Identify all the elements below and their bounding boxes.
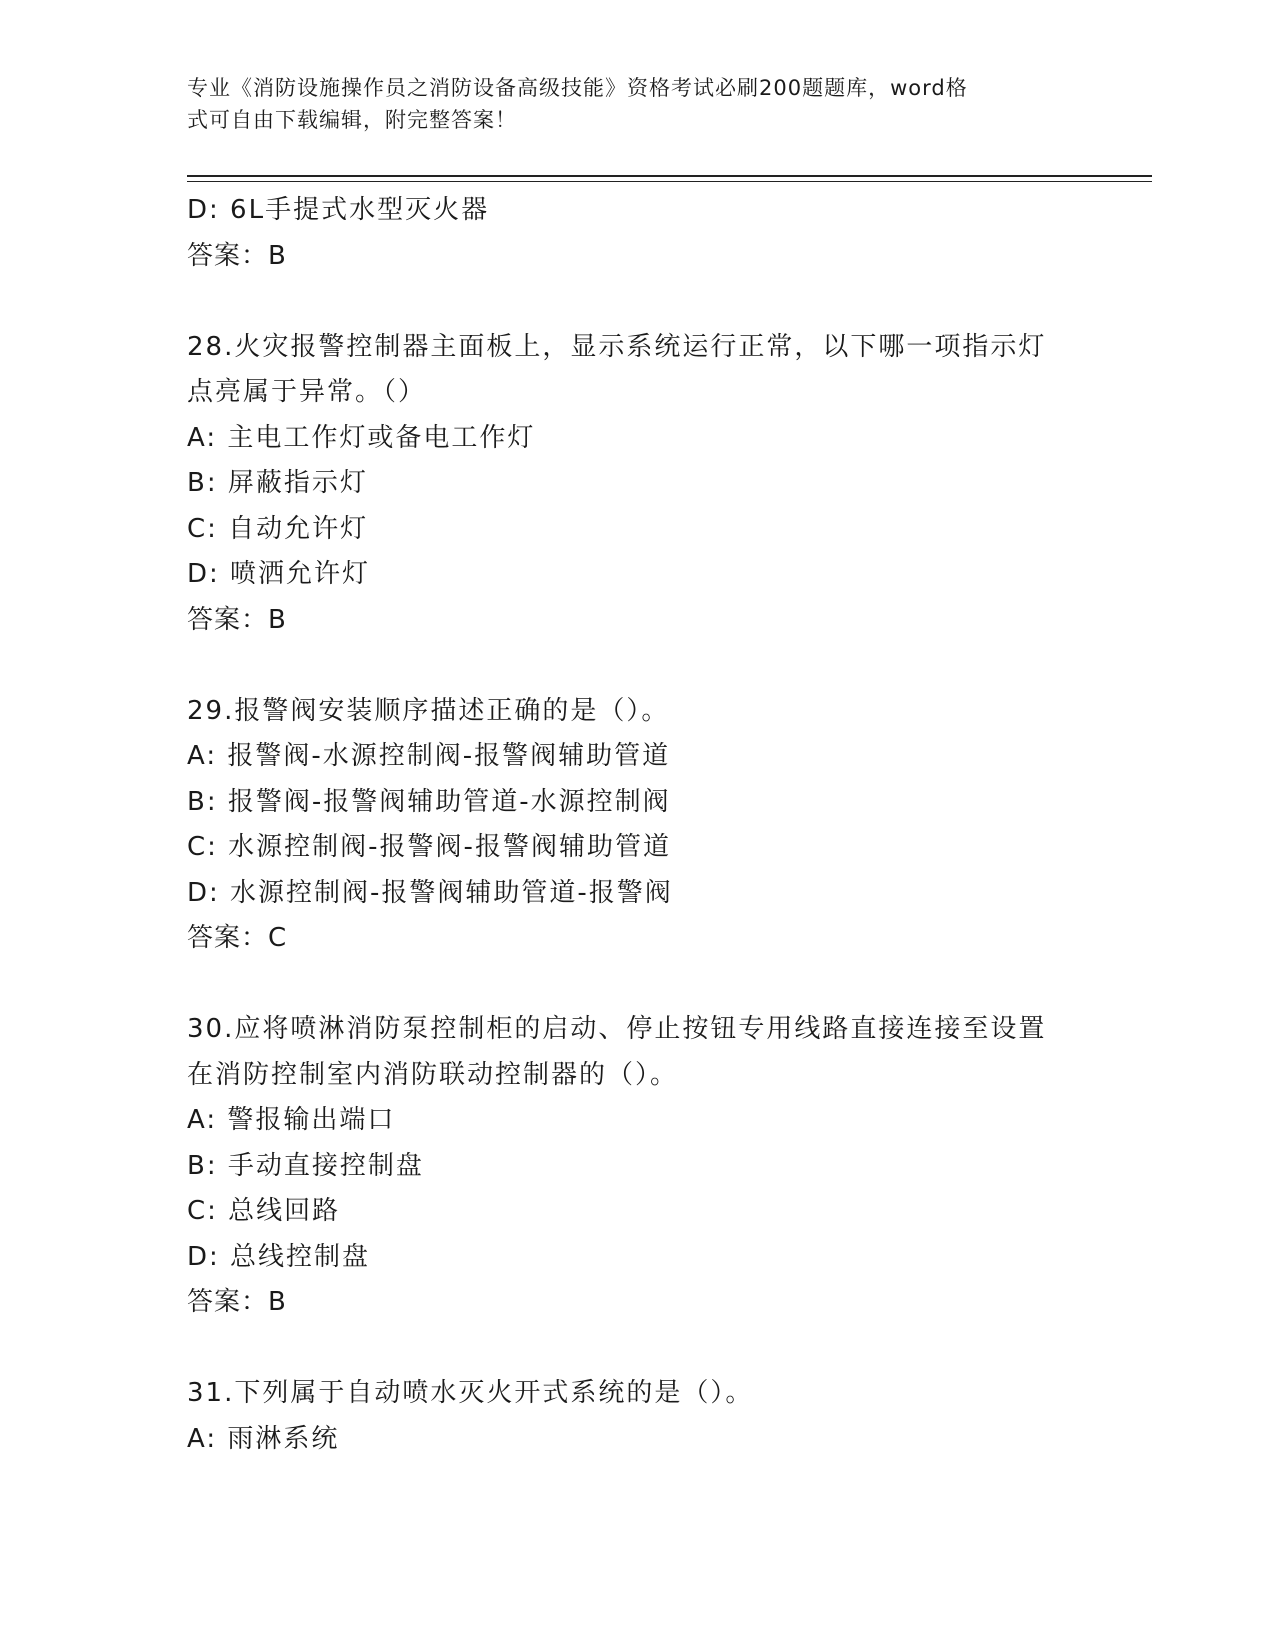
option-c: C: 自动允许灯	[187, 513, 369, 544]
option-c: C: 总线回路	[187, 1196, 341, 1226]
header-line-2: 式可自由下载编辑，附完整答案！	[187, 108, 517, 132]
spacer	[187, 1326, 1087, 1372]
header-divider-thick	[187, 175, 1152, 177]
question-31-stem: 31.下列属于自动喷水灭火开式系统的是（）。	[187, 1378, 754, 1408]
option-a: A: 警报输出端口	[187, 1105, 396, 1135]
header-divider-thin	[187, 181, 1152, 182]
option-b: B: 报警阀-报警阀辅助管道-水源控制阀	[187, 786, 671, 817]
question-29-stem: 29.报警阀安装顺序描述正确的是（）。	[187, 695, 670, 726]
answer-line: 答案：B	[187, 1287, 287, 1317]
question-28-stem-line-2: 点亮属于异常。（）	[187, 377, 427, 407]
answer-line: 答案：C	[187, 923, 288, 953]
option-d: D: 水源控制阀-报警阀辅助管道-报警阀	[187, 877, 673, 908]
spacer	[187, 962, 1087, 1008]
question-30-stem-line-2: 在消防控制室内消防联动控制器的（）。	[187, 1059, 679, 1090]
answer-line: 答案：B	[187, 240, 287, 271]
option-d: D: 喷洒允许灯	[187, 559, 371, 589]
spacer	[187, 279, 1087, 325]
answer-line: 答案：B	[187, 604, 287, 635]
option-a: A: 报警阀-水源控制阀-报警阀辅助管道	[187, 741, 671, 771]
spacer	[187, 643, 1087, 689]
question-28-stem-line-1: 28.火灾报警控制器主面板上，显示系统运行正常，以下哪一项指示灯	[187, 331, 1047, 362]
option-b: B: 屏蔽指示灯	[187, 468, 368, 498]
question-30-stem-line-1: 30.应将喷淋消防泵控制柜的启动、停止按钮专用线路直接连接至设置	[187, 1014, 1047, 1044]
option-a: A: 雨淋系统	[187, 1423, 340, 1454]
option-d: D: 6L手提式水型灭火器	[187, 195, 490, 225]
option-c: C: 水源控制阀-报警阀-报警阀辅助管道	[187, 832, 671, 862]
document-header	[187, 72, 1067, 136]
option-b: B: 手动直接控制盘	[187, 1150, 424, 1181]
option-d: D: 总线控制盘	[187, 1241, 371, 1272]
question-content	[187, 188, 1087, 1462]
header-line-1: 专业《消防设施操作员之消防设备高级技能》资格考试必刷200题题库，word格	[187, 76, 968, 100]
option-a: A: 主电工作灯或备电工作灯	[187, 422, 536, 453]
